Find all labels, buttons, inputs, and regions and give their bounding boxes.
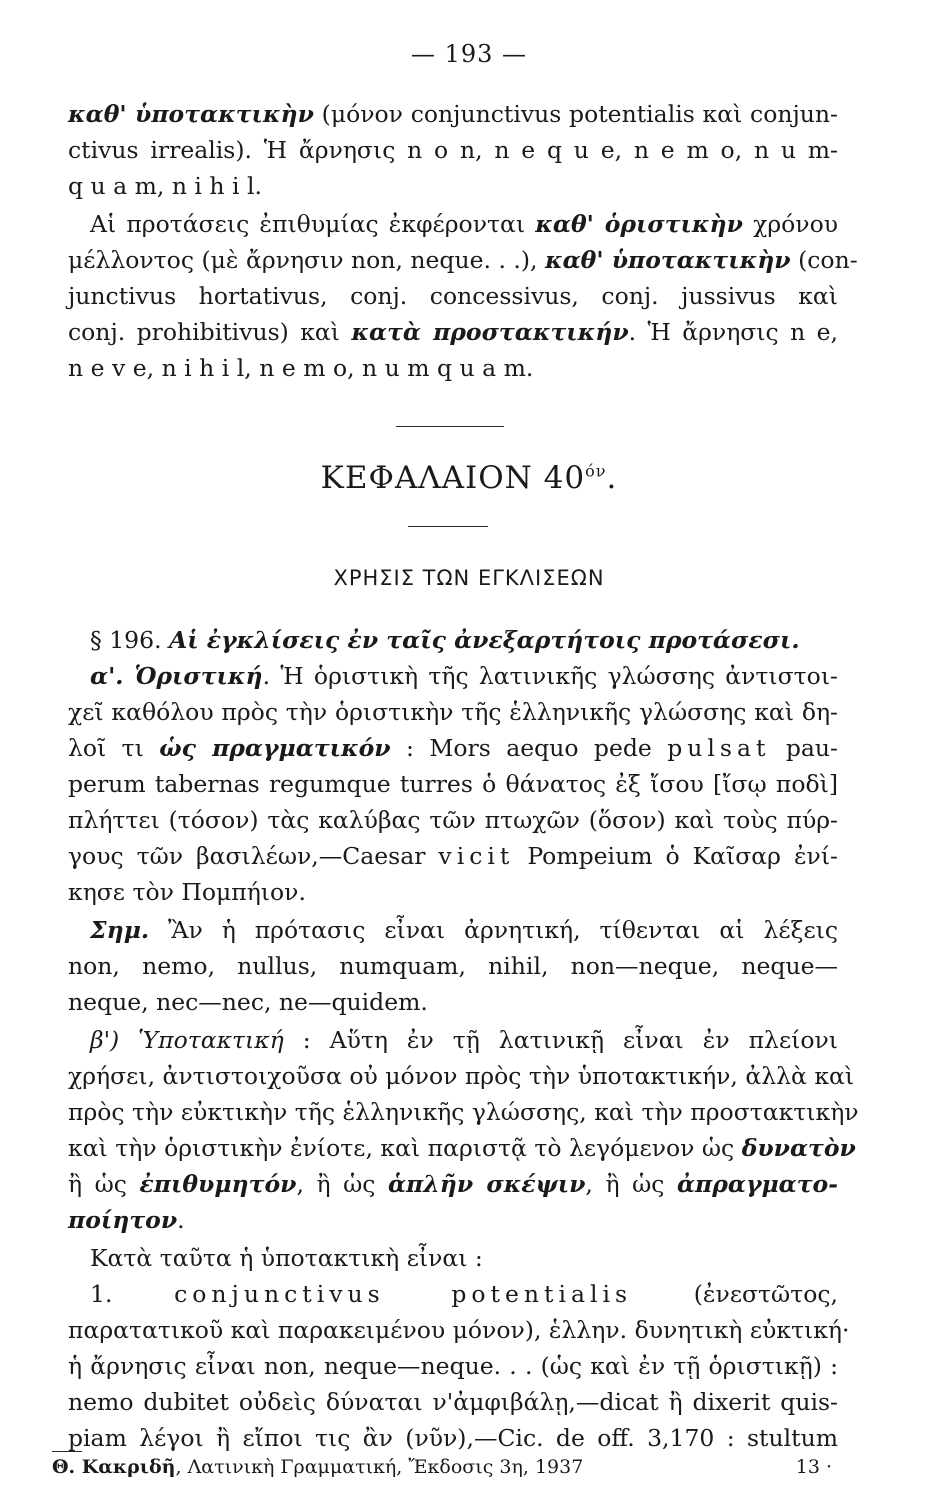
text-line (68, 314, 838, 350)
chapter-subtitle: ΧΡΗΣΙΣ ΤΩΝ ΕΓΚΛΙΣΕΩΝ (333, 566, 605, 590)
text-line (90, 1276, 838, 1312)
text-line (68, 1202, 838, 1238)
text-line: ctivus irrealis). Ἡ ἄρνησις n o n, n e q u e, n e m o, n u m- (68, 136, 838, 164)
footer-sheet-number: 13 · (795, 1456, 832, 1478)
section-number: § 196. (90, 626, 170, 654)
text-line (68, 730, 838, 766)
section-heading (90, 622, 838, 658)
text-run: . (177, 1206, 185, 1234)
chapter-title (0, 460, 938, 496)
text-line (68, 96, 838, 132)
bold-term: κατὰ προστακτικήν (351, 318, 629, 346)
divider (408, 526, 488, 527)
italic-heading: β') Ὑποτακτική (90, 1026, 284, 1054)
bold-term: ἐπιθυμητόν (139, 1170, 297, 1198)
text-line: κησε τὸν Πομπήιον. (68, 878, 306, 906)
text-line: πλήττει (τόσον) τὰς καλύβας τῶν πτωχῶν (ὅσον) καὶ τοὺς πύρ- (68, 806, 838, 834)
bold-term: καθ' ὑποτακτικὴν (68, 100, 314, 128)
text-line (90, 658, 838, 694)
text-line: πρὸς τὴν εὐκτικὴν τῆς ἑλληνικῆς γλώσσης, καὶ τὴν προστακτικὴν (68, 1098, 859, 1126)
text-run: (ἐνεστῶτος, (632, 1280, 838, 1308)
text-line: neque, nec—nec, ne—quidem. (68, 988, 428, 1016)
text-line (68, 1166, 838, 1202)
text-run: χρόνου (742, 210, 839, 238)
text-run: (μόνον conjunctivus potentialis καὶ conjun- (313, 100, 838, 128)
bold-term: καθ' ὁριστικὴν (535, 210, 743, 238)
page-number: — 193 — (410, 40, 528, 68)
text-line (68, 838, 838, 874)
text-line: non, nemo, nullus, numquam, nihil, non—neque, neque— (68, 952, 838, 980)
footer-rule (52, 1451, 82, 1452)
text-run: Ἂν ἡ πρότασις εἶναι ἀρνητική, τίθενται αἱ λέξεις (149, 916, 838, 944)
footer-author: Θ. Κακριδῆ (52, 1456, 176, 1478)
text-line: ἡ ἄρνησις εἶναι non, neque—neque. . . (ὡς καὶ ἐν τῇ ὁριστικῇ) : (68, 1352, 838, 1380)
text-run: , ἢ ὡς (296, 1170, 388, 1198)
text-line (68, 1130, 856, 1166)
bold-term: ποίητον (68, 1206, 178, 1234)
bold-term: α'. (90, 662, 135, 690)
bold-term: δυνατὸν (741, 1134, 856, 1162)
text-run: pau- (770, 734, 838, 762)
text-run: Αἱ προτάσεις ἐπιθυμίας ἐκφέρονται (90, 210, 536, 238)
text-run: . Ἡ ἄρνησις n e, (628, 318, 838, 346)
bold-term: ἁπλῆν σκέψιν (387, 1170, 586, 1198)
chapter-title-dot: . (606, 460, 618, 496)
spaced-term: vicit (438, 842, 515, 870)
text-line (90, 1022, 838, 1058)
spaced-term: conjunctivus potentialis (174, 1280, 633, 1308)
text-run: : Αὕτη ἐν τῇ λατινικῇ εἶναι ἐν πλείονι (283, 1026, 838, 1054)
text-line: χρήσει, ἀντιστοιχοῦσα οὐ μόνον πρὸς τὴν ὑποτακτικήν, ἀλλὰ καὶ (68, 1062, 855, 1090)
text-run: conj. prohibitivus) καὶ (68, 318, 352, 346)
page-footer (52, 1454, 832, 1480)
text-line (90, 206, 838, 242)
text-run: , ἢ ὡς (585, 1170, 677, 1198)
list-number: 1. (90, 1280, 175, 1308)
section-title: Αἱ ἐγκλίσεις ἐν ταῖς ἀνεξαρτήτοις προτάσεσι. (169, 626, 800, 654)
text-run: λοῖ τι (68, 734, 160, 762)
text-line: junctivus hortativus, conj. concessivus, conj. jussivus καὶ (68, 282, 838, 310)
spaced-term: pulsat (667, 734, 771, 762)
text-run: . Ἡ ὁριστικὴ τῆς λατινικῆς γλώσσης ἀντιστοι- (262, 662, 838, 690)
text-line (90, 912, 838, 948)
divider (396, 426, 504, 427)
footer-book-info: , Λατινικὴ Γραμματική, Ἔκδοσις 3η, 1937 (175, 1456, 584, 1478)
bold-term: ὡς πραγματικόν (159, 734, 391, 762)
bold-term: Ὁριστική (134, 662, 263, 690)
text-line: q u a m, n i h i l. (68, 172, 262, 200)
bold-term: καθ' ὑποτακτικὴν (544, 246, 791, 274)
text-line: Κατὰ ταῦτα ἡ ὑποτακτικὴ εἶναι : (90, 1244, 483, 1272)
text-run: (con- (790, 246, 858, 274)
text-run: : Mors aequo pede (390, 734, 668, 762)
text-line: n e v e, n i h i l, n e m o, n u m q u a m. (68, 354, 534, 382)
chapter-title-text: ΚΕΦΑΛΑΙΟΝ 40 (320, 460, 586, 496)
text-line: perum tabernas regumque turres ὁ θάνατος ἐξ ἴσου [ἴσῳ ποδὶ] (68, 770, 838, 798)
text-line: χεῖ καθόλου πρὸς τὴν ὁριστικὴν τῆς ἑλληνικῆς γλώσσης καὶ δη- (68, 698, 838, 726)
text-run: μέλλοντος (μὲ ἄρνησιν non, neque. . .), (68, 246, 545, 274)
text-line (68, 242, 858, 278)
text-line: nemo dubitet οὐδεὶς δύναται ν'ἀμφιβάλῃ,—dicat ἢ dixerit quis- (68, 1388, 838, 1416)
bold-term: ἀπραγματο- (676, 1170, 838, 1198)
text-line: παρατατικοῦ καὶ παρακειμένου μόνον), ἑλλην. δυνητικὴ εὐκτική· (68, 1316, 850, 1344)
text-run: Pompeium ὁ Καῖσαρ ἐνί- (514, 842, 838, 870)
note-label: Σημ. (90, 916, 150, 944)
text-run: καὶ τὴν ὁριστικὴν ἐνίοτε, καὶ παριστᾷ τὸ λεγόμενον ὡς (68, 1134, 742, 1162)
text-run: γους τῶν βασιλέων,—Caesar (68, 842, 439, 870)
text-run: ἢ ὡς (68, 1170, 140, 1198)
text-line: piam λέγοι ἢ εἴποι τις ἂν (νῦν),—Cic. de off. 3,170 : stultum (68, 1424, 838, 1452)
chapter-title-sup: όν (585, 461, 607, 481)
